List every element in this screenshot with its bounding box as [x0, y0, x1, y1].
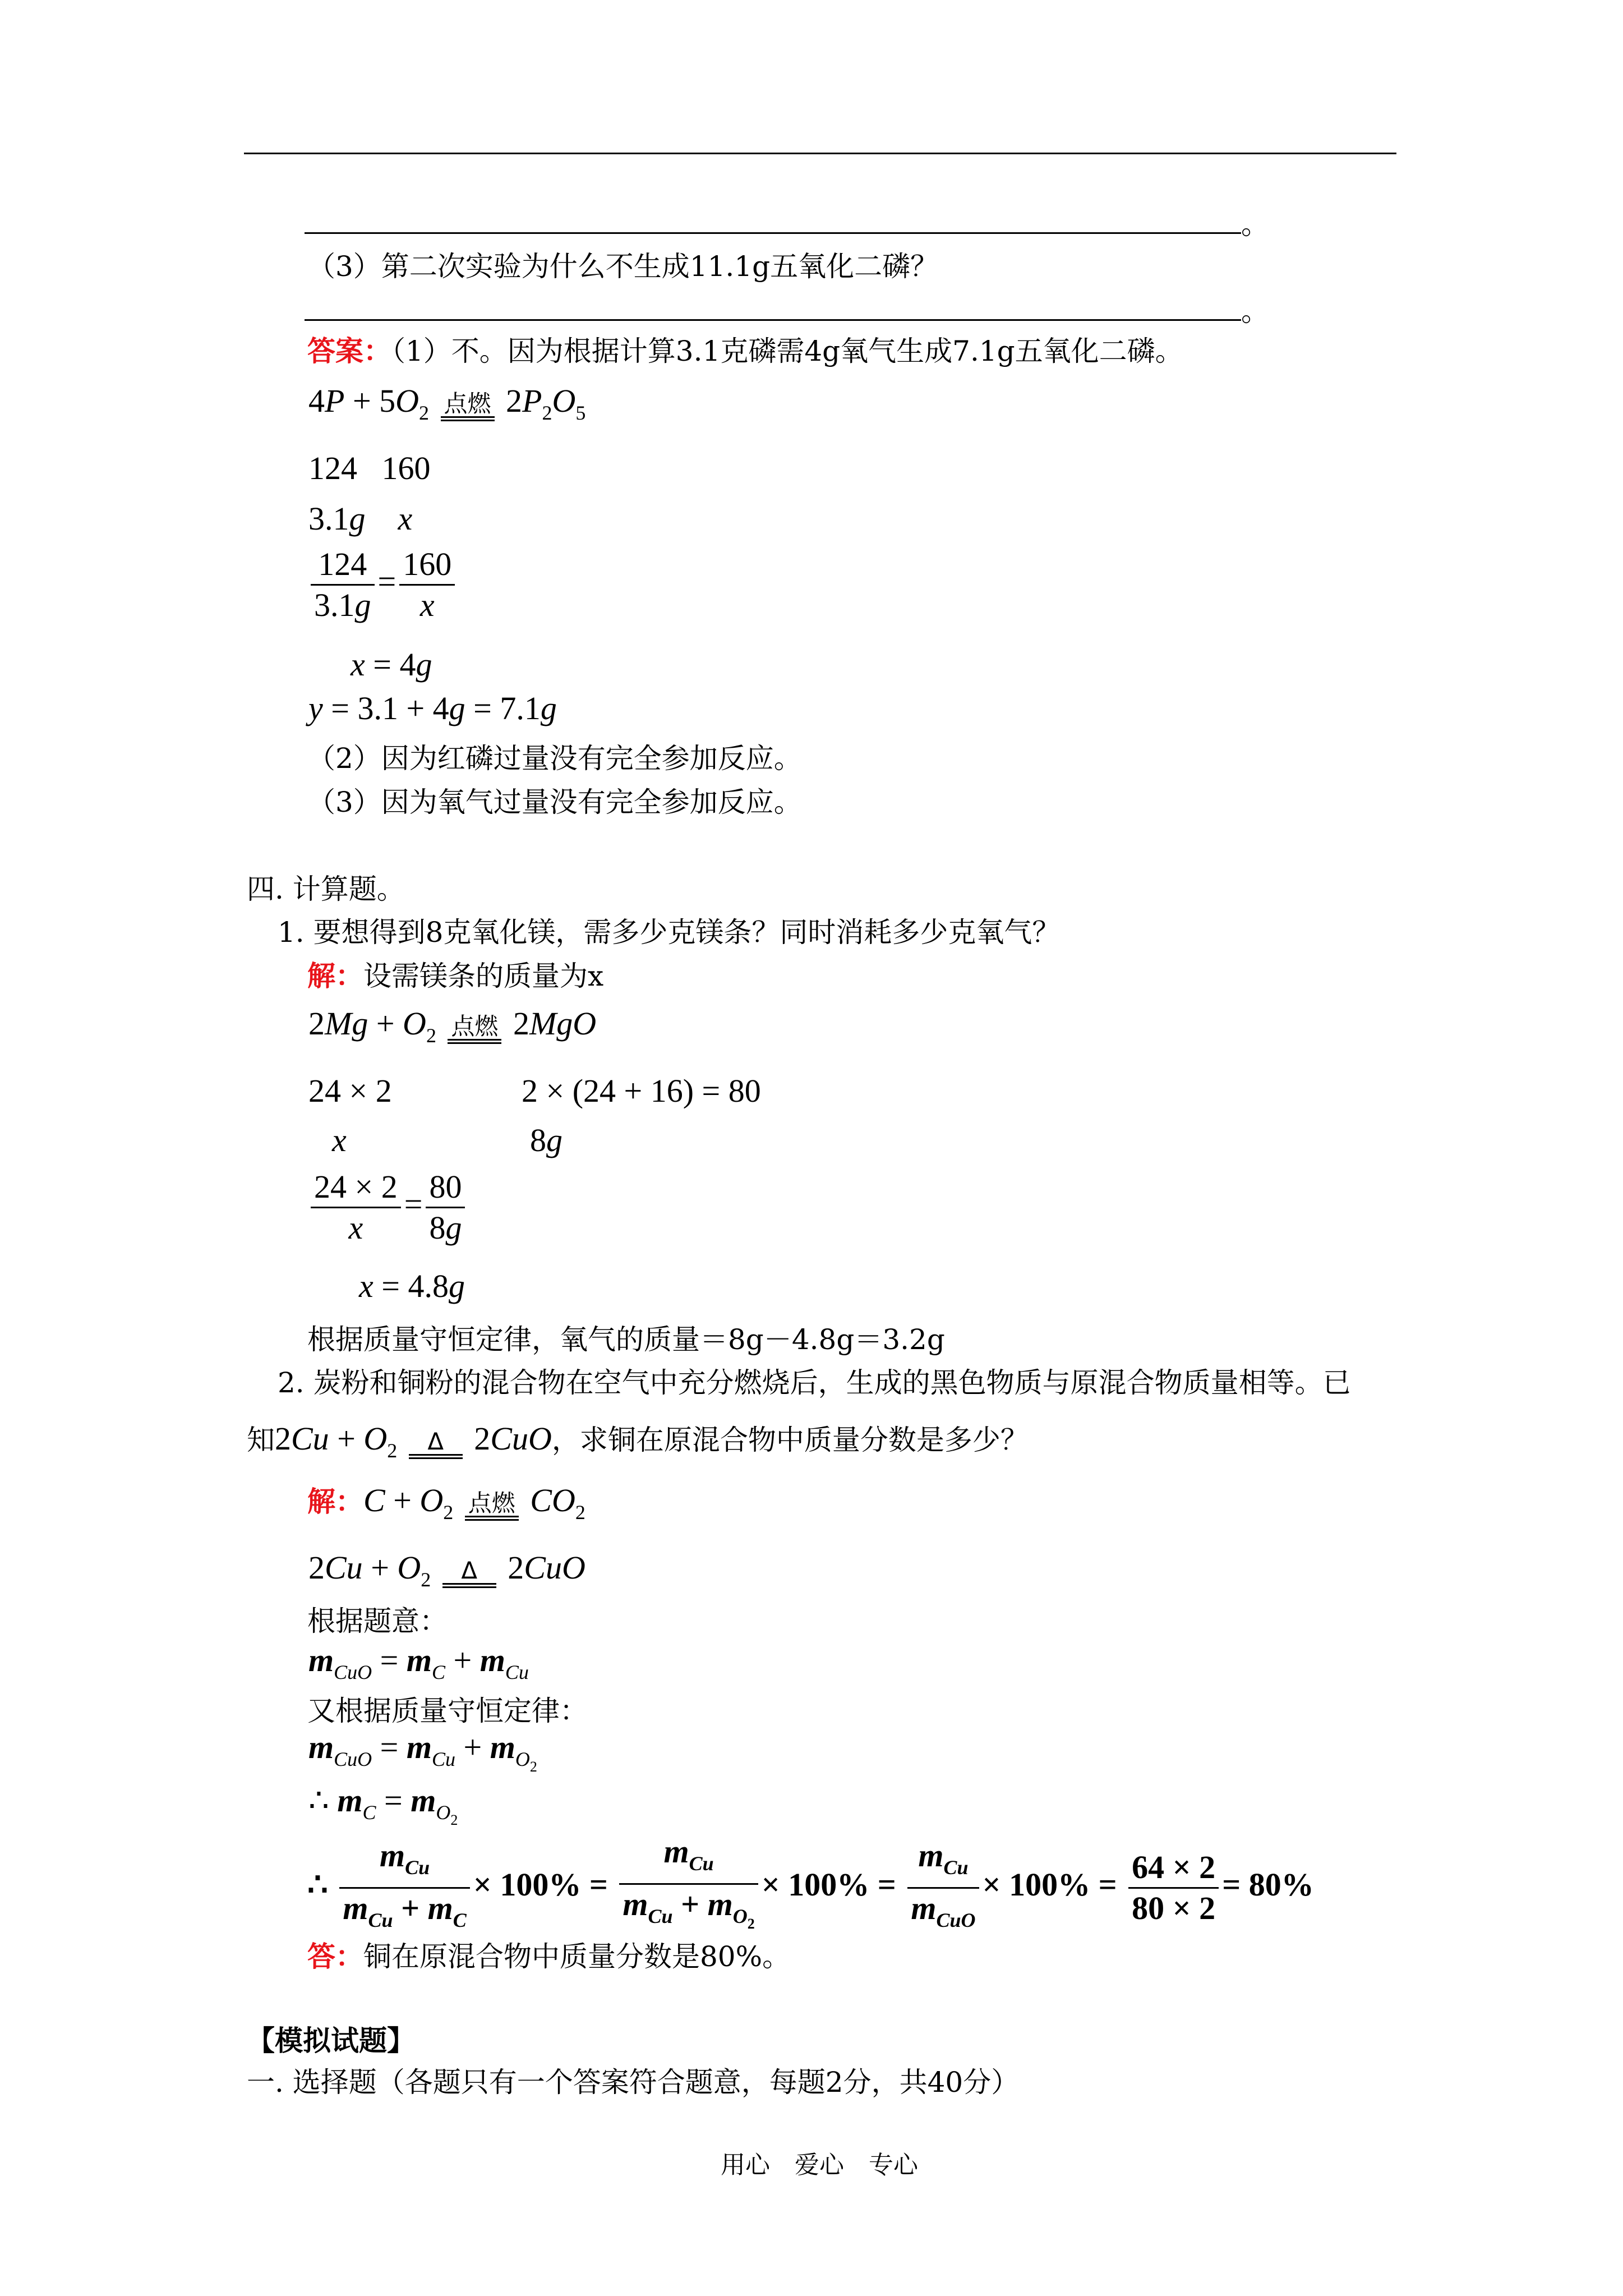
answer-1-text: （1）不。因为根据计算3.1克磷需4g氧气生成7.1g五氧化二磷。: [391, 335, 1183, 367]
answer-2: （2）因为红磷过量没有完全参加反应。: [307, 742, 802, 775]
problem-2-solution-eq2: $2Cu + O_2$ Δ 2CuO: [308, 1549, 585, 1591]
molar-mass-mgo: 2 × (24 + 16) = 80: [522, 1073, 761, 1109]
result-x-4g: x = 4g: [351, 646, 432, 683]
problem-1-setup: 解：设需镁条的质量为x: [307, 959, 604, 992]
answer-blank-line-3: 。: [305, 295, 1269, 328]
answer-3: （3）因为氧气过量没有完全参加反应。: [307, 786, 802, 818]
problem-2-question-line2: 知$2Cu + O_2$ Δ 2CuO，求铜在原混合物中质量分数是多少？: [247, 1420, 1029, 1462]
mass-line: 3.1g x: [308, 500, 413, 537]
mass-relation-1: $m_{CuO} = m_C + m_{Cu}$: [308, 1642, 529, 1683]
problem-2-text-a: 根据题意：: [307, 1605, 448, 1637]
reaction-condition: 点燃: [465, 1491, 519, 1521]
problem-2-text-b: 又根据质量守恒定律：: [307, 1695, 588, 1727]
mass-8g: 8g: [530, 1122, 562, 1158]
proportion-phosphorus: $\frac{124}{3.1g}$ = $\frac{160}{x}$: [307, 547, 458, 623]
molar-mass-mg: 24 × 2: [308, 1073, 392, 1109]
percentage-derivation: ∴ $\frac{m_{Cu}}{m_{Cu} + m_C}$ × 100% = $\frac{m_{Cu}}{m_{Cu} + m_{O_2}}$ × 100% = $\frac{m_{Cu}}{m_{CuO}}$ × 100% = $\frac{64 \times 2}{80 \times 2}$ = 80%: [307, 1834, 1314, 1941]
mass-relation-2: $m_{CuO} = m_{Cu} + m_{O_2}$: [308, 1729, 537, 1775]
mass-relation-3: ∴ $m_C = m_{O_2}$: [308, 1782, 458, 1828]
result-y: y = 3.1 + 4g = 7.1g: [308, 690, 557, 726]
problem-1-question: 1. 要想得到8克氧化镁，需多少克镁条？同时消耗多少克氧气？: [278, 916, 1061, 949]
final-answer-label: 答：: [307, 1940, 363, 1973]
equation-magnesium: $2Mg + O_2$ 点燃 2MgO: [308, 1005, 597, 1047]
blank-underline: [305, 299, 1241, 321]
result-x-4-8g: x = 4.8g: [359, 1268, 465, 1304]
answer-1: [307, 334, 1183, 368]
problem-2-solution-eq1: 解：$C + O_2$ 点燃 $CO_2$: [307, 1482, 585, 1524]
reaction-condition: Δ: [442, 1558, 496, 1588]
solution-label: 解：: [307, 1486, 363, 1517]
reaction-condition: Δ: [409, 1429, 463, 1459]
reaction-condition: 点燃: [441, 392, 495, 421]
equation-phosphorus: $4P + 5O_2$ 点燃 $2P_2O_5$: [308, 383, 586, 424]
answer-blank-line-2: 。: [305, 208, 1269, 241]
blank-underline: [305, 212, 1241, 234]
multiple-choice-title: 一. 选择题（各题只有一个答案符合题意，每题2分，共40分）: [247, 2066, 1020, 2099]
mass-x: x: [332, 1122, 347, 1158]
header-rule: [244, 153, 1396, 154]
section-4-title: 四. 计算题。: [247, 873, 405, 905]
molar-mass-line: 124 160: [308, 450, 431, 486]
answer-label: 答案：: [307, 334, 391, 367]
proportion-magnesium: $\frac{24 \times 2}{x}$ = $\frac{80}{8g}$: [307, 1170, 468, 1245]
solution-label: 解：: [307, 959, 363, 992]
question-3: （3）第二次实验为什么不生成11.1g五氧化二磷？: [307, 250, 939, 283]
reaction-condition: 点燃: [448, 1014, 501, 1044]
problem-1-conclusion: 根据质量守恒定律，氧气的质量＝8g－4.8g＝3.2g: [307, 1323, 945, 1356]
mock-test-title: 【模拟试题】: [247, 2024, 415, 2057]
final-answer: 答：铜在原混合物中质量分数是80%。: [307, 1940, 791, 1973]
problem-2-question-line1: 2. 炭粉和铜粉的混合物在空气中充分燃烧后，生成的黑色物质与原混合物质量相等。已: [278, 1366, 1351, 1399]
page-footer: 用心 爱心 专心: [721, 2151, 918, 2179]
